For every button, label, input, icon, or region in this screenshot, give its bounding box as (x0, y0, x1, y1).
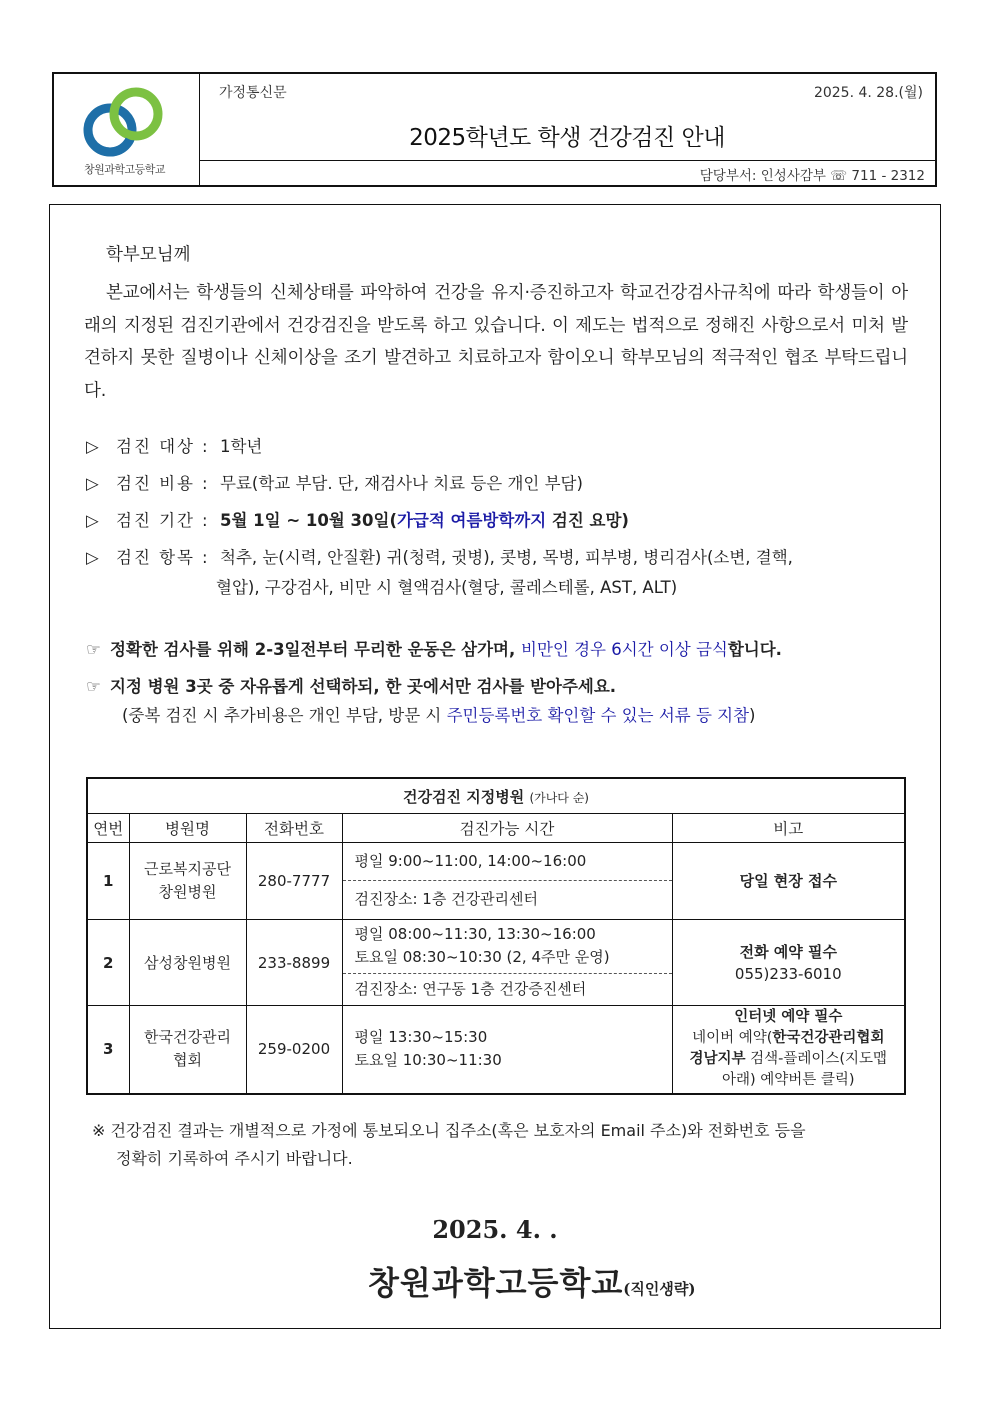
note-one-hospital-sub: (중복 검진 시 추가비용은 개인 부담, 방문 시 주민등록번호 확인할 수 있는 서류 등 지참) (122, 706, 756, 725)
item-period: ▷ 검진 기간 : 5월 1일 ~ 10월 30일(가급적 여름방학까지 검진 요망) (86, 511, 629, 530)
pointing-hand-icon: ☞ (86, 640, 101, 659)
signature-date: 2025. 4. . (432, 1215, 558, 1244)
row-number: 1 (87, 843, 129, 920)
exam-hours: 평일 13:30~15:30 토요일 10:30~11:30 (342, 1006, 672, 1094)
remark: 당일 현장 접수 (672, 843, 905, 920)
header-divider (199, 160, 935, 161)
item-exam-items-cont: 혈압), 구강검사, 비만 시 혈액검사(혈당, 콜레스테롤, AST, ALT) (216, 578, 678, 597)
table-row (87, 843, 905, 920)
col-header: 검진가능 시간 (342, 814, 672, 843)
row-number: 2 (87, 920, 129, 1006)
item-exam-items: ▷ 검진 항목 : 척추, 눈(시력, 안질환) 귀(청력, 귓병), 콧병, 목병, 피부병, 병리검사(소변, 결핵, (86, 548, 793, 567)
col-header: 전화번호 (246, 814, 342, 843)
table-caption: 건강검진 지정병원 (가나다 순) (87, 778, 905, 814)
result-notice: ※ 건강검진 결과는 개별적으로 가정에 통보되오니 집주소(혹은 보호자의 Email 주소)와 전화번호 등을 정확히 기록하여 주시기 바랍니다. (92, 1121, 806, 1168)
note-fasting: ☞ 정확한 검사를 위해 2-3일전부터 무리한 운동은 삼가며, 비만인 경우 6시간 이상 금식합니다. (86, 640, 782, 659)
letter-header (52, 72, 937, 187)
hospital-name: 근로복지공단 창원병원 (129, 843, 246, 920)
remark: 전화 예약 필수 055)233-6010 (672, 920, 905, 1006)
exam-hours: 평일 9:00~11:00, 14:00~16:00 검진장소: 1층 건강관리센터 (342, 843, 672, 920)
item-target: ▷ 검진 대상 : 1학년 (86, 437, 263, 456)
note-one-hospital: ☞ 지정 병원 3곳 중 자유롭게 선택하되, 한 곳에서만 검사를 받아주세요. (86, 677, 617, 696)
col-header: 연번 (87, 814, 129, 843)
logo-text: 창원과학고등학교 (84, 163, 166, 176)
table-header-row (87, 814, 905, 843)
item-cost: ▷ 검진 비용 : 무료(학교 부담. 단, 재검사나 치료 등은 개인 부담) (86, 474, 583, 493)
hospital-phone: 259-0200 (246, 1006, 342, 1094)
issue-date: 2025. 4. 28.(월) (813, 85, 923, 101)
school-logo (54, 74, 200, 185)
reference-mark: ※ (92, 1121, 106, 1140)
exam-hours: 평일 08:00~11:30, 13:30~16:00 토요일 08:30~10:30 (2, 4주만 운영) 검진장소: 연구동 1층 건강증진센터 (342, 920, 672, 1006)
hospital-name: 한국건강관리 협회 (129, 1006, 246, 1094)
doc-type: 가정통신문 (219, 85, 287, 101)
department-contact: 담당부서: 인성사감부 ☏ 711 - 2312 (699, 168, 925, 184)
hospital-phone: 233-8899 (246, 920, 342, 1006)
table-row (87, 1006, 905, 1094)
hospital-phone: 280-7777 (246, 843, 342, 920)
hospital-table (86, 777, 906, 1095)
page-title: 2025학년도 학생 건강검진 안내 (409, 125, 725, 151)
school-name: 창원과학고등학교(직인생략) (368, 1264, 696, 1302)
seal-omitted: (직인생략) (623, 1280, 696, 1298)
pointing-hand-icon: ☞ (86, 677, 101, 696)
hospital-name: 삼성창원병원 (129, 920, 246, 1006)
letter-body (49, 204, 941, 1329)
intro-paragraph: 본교에서는 학생들의 신체상태를 파악하여 건강을 유지·증진하고자 학교건강검사규칙에 따라 학생들이 아래의 지정된 검진기관에서 건강검진을 받도록 하고 있습니다. 이 제도는 법적으로 정해진 사항으로서 미처 발견하지 못한 질병이나 신체이상을 조기 발견하고 치료하고자 함이오니 학부모님의 적극적인 협조 부탁드립니다. (84, 283, 908, 401)
row-number: 3 (87, 1006, 129, 1094)
table-row (87, 920, 905, 1006)
greeting: 학부모님께 (106, 245, 191, 265)
remark: 인터넷 예약 필수 네이버 예약(한국건강관리협회 경남지부 검색-플레이스(지도맵 아래) 예약버튼 클릭) (672, 1006, 905, 1094)
col-header: 비고 (672, 814, 905, 843)
school-logo-icon (74, 82, 174, 160)
col-header: 병원명 (129, 814, 246, 843)
